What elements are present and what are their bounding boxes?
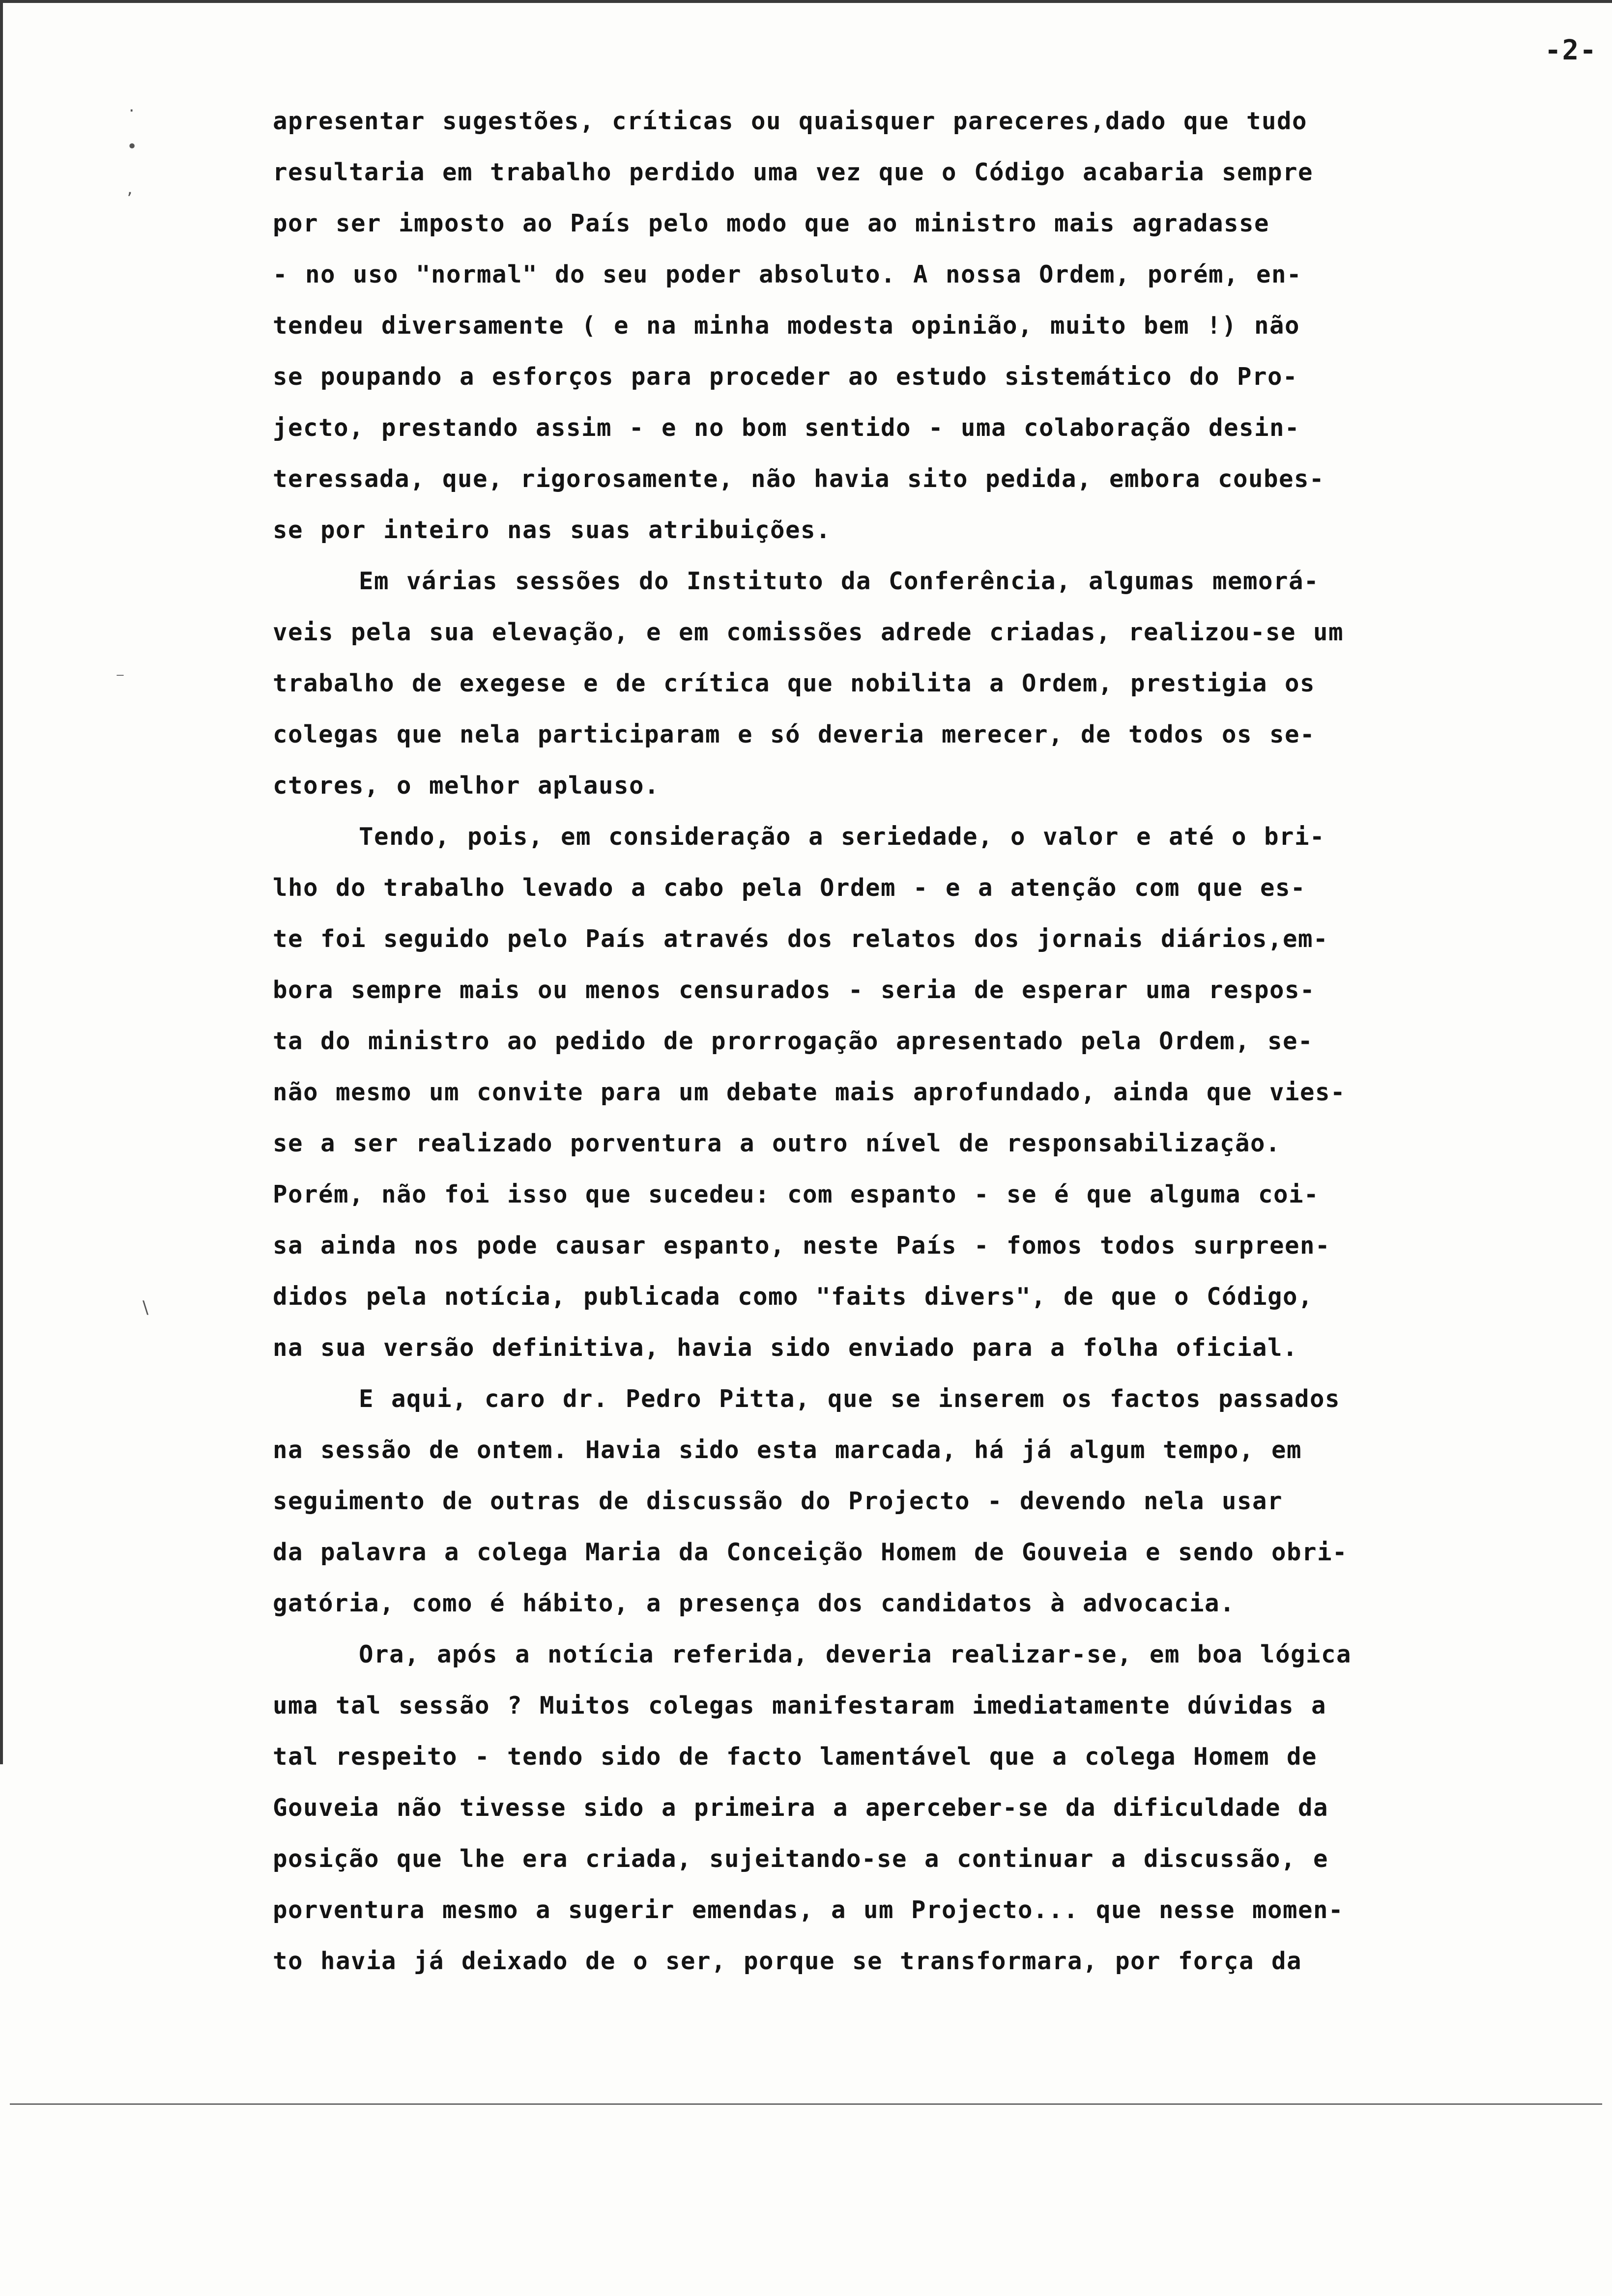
- text-line: lho do trabalho levado a cabo pela Ordem - e a atenção com que es-: [273, 874, 1306, 902]
- text-line: apresentar sugestões, críticas ou quaisquer pareceres,dado que tudo: [273, 107, 1308, 135]
- body-text: [273, 96, 1610, 1987]
- text-line: E aqui, caro dr. Pedro Pitta, que se inserem os factos passados: [273, 1385, 1341, 1413]
- margin-mark: ·: [129, 101, 135, 121]
- margin-mark: ⁻: [115, 668, 125, 689]
- top-border-line: [0, 0, 1612, 3]
- text-line: porventura mesmo a sugerir emendas, a um Projecto... que nesse momen-: [273, 1896, 1344, 1924]
- text-line: uma tal sessão ? Muitos colegas manifestaram imediatamente dúvidas a: [273, 1692, 1327, 1720]
- text-line: ta do ministro ao pedido de prorrogação apresentado pela Ordem, se-: [273, 1027, 1314, 1055]
- text-line: Ora, após a notícia referida, deveria realizar-se, em boa lógica: [273, 1640, 1352, 1668]
- margin-mark: \: [143, 1297, 149, 1318]
- margin-mark: ʼ: [127, 189, 133, 209]
- text-line: na sua versão definitiva, havia sido enviado para a folha oficial.: [273, 1334, 1298, 1362]
- text-line: ctores, o melhor aplauso.: [273, 772, 660, 800]
- text-line: tendeu diversamente ( e na minha modesta opinião, muito bem !) não: [273, 312, 1300, 340]
- text-line: posição que lhe era criada, sujeitando-se a continuar a discussão, e: [273, 1845, 1329, 1873]
- text-line: didos pela notícia, publicada como "faits divers", de que o Código,: [273, 1283, 1314, 1311]
- margin-mark: •: [127, 137, 138, 157]
- text-line: Tendo, pois, em consideração a seriedade, o valor e até o bri-: [273, 823, 1325, 851]
- text-line: não mesmo um convite para um debate mais aprofundado, ainda que vies-: [273, 1078, 1346, 1106]
- text-line: se a ser realizado porventura a outro nível de responsabilização.: [273, 1129, 1281, 1157]
- text-line: gatória, como é hábito, a presença dos candidatos à advocacia.: [273, 1589, 1236, 1617]
- text-line: por ser imposto ao País pelo modo que ao ministro mais agradasse: [273, 209, 1270, 237]
- text-line: seguimento de outras de discussão do Projecto - devendo nela usar: [273, 1487, 1283, 1515]
- text-line: sa ainda nos pode causar espanto, neste País - fomos todos surpreen-: [273, 1232, 1331, 1260]
- text-line: Gouveia não tivesse sido a primeira a aperceber-se da dificuldade da: [273, 1794, 1329, 1822]
- text-line: se por inteiro nas suas atribuições.: [273, 516, 832, 544]
- text-line: jecto, prestando assim - e no bom sentido - uma colaboração desin-: [273, 414, 1300, 442]
- text-line: se poupando a esforços para proceder ao estudo sistemático do Pro-: [273, 363, 1298, 391]
- text-line: bora sempre mais ou menos censurados - seria de esperar uma respos-: [273, 976, 1316, 1004]
- text-line: resultaria em trabalho perdido uma vez que o Código acabaria sempre: [273, 158, 1314, 186]
- text-line: Em várias sessões do Instituto da Conferência, algumas memorá-: [273, 567, 1320, 595]
- text-line: to havia já deixado de o ser, porque se transformara, por força da: [273, 1947, 1302, 1975]
- left-border-line: [0, 0, 3, 1764]
- text-line: te foi seguido pelo País através dos relatos dos jornais diários,em-: [273, 925, 1329, 953]
- text-line: tal respeito - tendo sido de facto lamentável que a colega Homem de: [273, 1743, 1318, 1771]
- text-line: na sessão de ontem. Havia sido esta marcada, há já algum tempo, em: [273, 1436, 1302, 1464]
- text-line: colegas que nela participaram e só deveria merecer, de todos os se-: [273, 720, 1316, 748]
- text-line: Porém, não foi isso que sucedeu: com espanto - se é que alguma coi-: [273, 1180, 1320, 1208]
- page-number: -2-: [1544, 34, 1597, 66]
- text-line: trabalho de exegese e de crítica que nobilita a Ordem, prestigia os: [273, 669, 1316, 697]
- bottom-divider-line: [10, 2103, 1602, 2105]
- text-line: - no uso "normal" do seu poder absoluto. A nossa Ordem, porém, en-: [273, 260, 1302, 288]
- text-line: teressada, que, rigorosamente, não havia sito pedida, embora coubes-: [273, 465, 1325, 493]
- text-line: da palavra a colega Maria da Conceição Homem de Gouveia e sendo obri-: [273, 1538, 1348, 1566]
- text-line: veis pela sua elevação, e em comissões adrede criadas, realizou-se um: [273, 618, 1344, 646]
